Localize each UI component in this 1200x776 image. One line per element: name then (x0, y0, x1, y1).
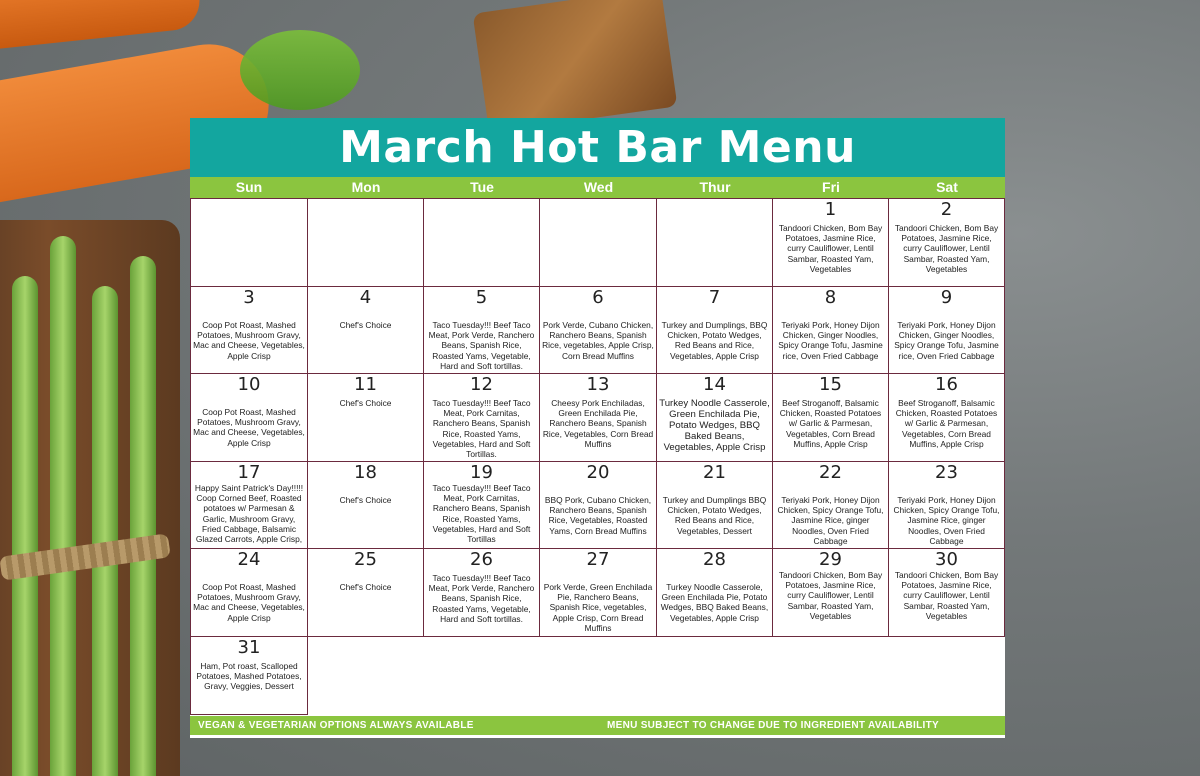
day-cell (540, 462, 657, 549)
footer-note-disclaimer: MENU SUBJECT TO CHANGE DUE TO INGREDIENT AVAILABILITY (606, 720, 939, 731)
day-number: 26 (470, 549, 493, 570)
day-cell (424, 374, 540, 462)
day-menu: Tandoori Chicken, Bom Bay Potatoes, Jasmine Rice, curry Cauliflower, Lentil Sambar, Roasted Yam, Vegetables (778, 570, 883, 621)
day-cell (308, 462, 424, 549)
day-number: 28 (703, 549, 726, 570)
menu-calendar (190, 118, 1005, 738)
day-number: 30 (935, 549, 958, 570)
day-menu: BBQ Pork, Cubano Chicken, Ranchero Beans, Spanish Rice, Vegetables, Roasted Yams, Corn Bread Muffins (544, 495, 652, 536)
day-cell (308, 287, 424, 374)
weekday-mon: Mon (351, 179, 381, 195)
day-menu: Teriyaki Pork, Honey Dijon Chicken, Ginger Noodles, Spicy Orange Tofu, Jasmine rice, Oven Fried Cabbage (894, 320, 999, 361)
day-number: 27 (586, 549, 610, 570)
day-cell (889, 374, 1005, 462)
page-title: March Hot Bar Menu (339, 122, 856, 173)
day-menu: Teriyaki Pork, Honey Dijon Chicken, Spicy Orange Tofu, Jasmine Rice, ginger Noodles, Oven Fried Cabbage (893, 495, 1000, 546)
weekday-fri: Fri (822, 179, 840, 195)
day-number: 3 (243, 287, 255, 308)
day-number: 22 (819, 462, 842, 483)
day-number: 2 (940, 199, 953, 220)
day-cell (424, 462, 540, 549)
weekday-sat: Sat (936, 179, 958, 195)
day-menu: Ham, Pot roast, Scalloped Potatoes, Mashed Potatoes, Gravy, Veggies, Dessert (196, 661, 302, 692)
day-number: 29 (819, 549, 842, 570)
wooden-board-image (473, 0, 678, 133)
day-number: 21 (703, 462, 726, 483)
empty-day-cell (657, 637, 773, 715)
day-number: 31 (237, 637, 261, 658)
asparagus-image (50, 236, 76, 776)
weekday-sun: Sun (235, 179, 263, 195)
day-cell (190, 462, 308, 549)
title-banner (190, 118, 1005, 177)
day-cell (540, 374, 657, 462)
carrot-greens-image (240, 30, 360, 110)
day-menu: Chef's Choice (339, 398, 392, 408)
day-number: 7 (708, 287, 721, 308)
day-number: 4 (359, 287, 372, 308)
asparagus-image (92, 286, 118, 776)
day-menu: Taco Tuesday!!! Beef Taco Meat, Pork Verde, Ranchero Beans, Spanish Rice, Roasted Yams, Vegetable, Hard and Soft tortillas. (428, 320, 535, 371)
day-cell (773, 462, 889, 549)
day-cell (308, 549, 424, 637)
empty-day-cell (424, 637, 540, 715)
day-menu: Teriyaki Pork, Honey Dijon Chicken, Spicy Orange Tofu, Jasmine Rice, ginger Noodles, Oven Fried Cabbage (777, 495, 884, 546)
day-number: 25 (354, 549, 377, 570)
day-cell (773, 198, 889, 287)
day-number: 9 (940, 287, 953, 308)
asparagus-image (130, 256, 156, 776)
day-menu: Chef's Choice (339, 582, 392, 592)
empty-day-cell (424, 198, 540, 287)
empty-day-cell (773, 637, 889, 715)
day-number: 16 (935, 374, 958, 395)
day-number: 17 (237, 462, 261, 483)
day-menu: Chef's Choice (339, 320, 392, 330)
day-menu: Tandoori Chicken, Bom Bay Potatoes, Jasmine Rice, curry Cauliflower, Lentil Sambar, Roasted Yam, Vegetables (778, 223, 883, 274)
day-cell (540, 287, 657, 374)
day-cell (190, 549, 308, 637)
weekday-tue: Tue (470, 179, 494, 195)
day-menu: Pork Verde, Cubano Chicken, Ranchero Beans, Spanish Rice, vegetables, Apple Crisp, Corn Bread Muffins (542, 320, 654, 361)
footer-banner (190, 716, 1005, 735)
day-menu: Coop Pot Roast, Mashed Potatoes, Mushroom Gravy, Mac and Cheese, Vegetables, Apple Crisp (193, 407, 305, 448)
day-cell (540, 549, 657, 637)
day-menu: Turkey and Dumplings BBQ Chicken, Potato Wedges, Red Beans and Rice, Vegetables, Dessert (662, 495, 767, 536)
day-cell (657, 549, 773, 637)
day-menu: Turkey Noodle Casserole, Green Enchilada Pie, Potato Wedges, BBQ Baked Beans, Vegetables, Apple Crisp (660, 582, 769, 623)
day-menu: Coop Pot Roast, Mashed Potatoes, Mushroom Gravy, Mac and Cheese, Vegetables, Apple Crisp (193, 320, 305, 361)
day-cell (889, 198, 1005, 287)
day-number: 23 (935, 462, 958, 483)
day-number: 15 (819, 374, 842, 395)
empty-day-cell (308, 637, 424, 715)
day-menu: Coop Pot Roast, Mashed Potatoes, Mushroom Gravy, Mac and Cheese, Vegetables, Apple Crisp (193, 582, 305, 623)
empty-day-cell (308, 198, 424, 287)
weekday-thur: Thur (699, 179, 731, 195)
calendar-grid (190, 198, 1005, 715)
day-number: 10 (237, 374, 261, 395)
day-number: 19 (470, 462, 493, 483)
empty-day-cell (540, 198, 657, 287)
day-cell (657, 287, 773, 374)
day-number: 6 (592, 287, 604, 308)
day-cell (190, 374, 308, 462)
day-number: 1 (824, 199, 837, 220)
day-cell (773, 287, 889, 374)
day-menu: Cheesy Pork Enchiladas, Green Enchilada Pie, Ranchero Beans, Spanish Rice, Vegetables, Corn Bread Muffins (542, 398, 654, 449)
day-cell (308, 374, 424, 462)
day-menu: Teriyaki Pork, Honey Dijon Chicken, Ginger Noodles, Spicy Orange Tofu, Jasmine rice, Oven Fried Cabbage (778, 320, 883, 361)
day-menu: Pork Verde, Green Enchilada Pie, Ranchero Beans, Spanish Rice, vegetables, Apple Crisp, Corn Bread Muffins (543, 582, 653, 633)
day-cell (657, 374, 773, 462)
day-menu: Taco Tuesday!!! Beef Taco Meat, Pork Carnitas, Ranchero Beans, Spanish Rice, Roasted Yams, Vegetables, Hard and Soft Tortillas (432, 483, 531, 545)
asparagus-image (12, 276, 38, 776)
day-number: 18 (354, 462, 377, 483)
day-menu: Chef's Choice (339, 495, 392, 505)
day-number: 24 (237, 549, 261, 570)
day-cell (657, 462, 773, 549)
day-number: 14 (703, 374, 726, 395)
day-number: 13 (586, 374, 610, 395)
empty-day-cell (540, 637, 657, 715)
day-menu: Taco Tuesday!!! Beef Taco Meat, Pork Verde, Ranchero Beans, Spanish Rice, Roasted Yams, Vegetable, Hard and Soft tortillas. (428, 573, 535, 624)
carrot-image (0, 0, 202, 52)
day-cell (773, 374, 889, 462)
footer-note-vegan: VEGAN & VEGETARIAN OPTIONS ALWAYS AVAILABLE (198, 720, 474, 731)
day-menu: Turkey Noodle Casserole, Green Enchilada Pie, Potato Wedges, BBQ Baked Beans, Vegetables, Apple Crisp (659, 398, 770, 453)
day-menu: Tandoori Chicken, Bom Bay Potatoes, Jasmine Rice, curry Cauliflower, Lentil Sambar, Roasted Yam, Vegetables (894, 570, 999, 621)
weekday-header (190, 177, 1005, 198)
day-number: 20 (586, 462, 610, 483)
weekday-wed: Wed (583, 179, 614, 195)
day-menu: Happy Saint Patrick's Day!!!!! Coop Corned Beef, Roasted potatoes w/ Parmesan & Garlic, Mushroom Gravy, Fried Cabbage, Balsamic Glazed Carrots, Apple Crisp, (194, 483, 304, 545)
day-cell (190, 287, 308, 374)
empty-day-cell (190, 198, 308, 287)
day-cell (889, 462, 1005, 549)
empty-day-cell (889, 637, 1005, 715)
day-menu: Taco Tuesday!!! Beef Taco Meat, Pork Carnitas, Ranchero Beans, Spanish Rice, Roasted Yams, Vegetables, Hard and Soft Tortillas. (432, 398, 531, 460)
day-cell (424, 549, 540, 637)
day-menu: Beef Stroganoff, Balsamic Chicken, Roasted Potatoes w/ Garlic & Parmesan, Vegetables, Corn Bread Muffins, Apple Crisp (895, 398, 998, 449)
day-menu: Tandoori Chicken, Bom Bay Potatoes, Jasmine Rice, curry Cauliflower, Lentil Sambar, Roasted Yam, Vegetables (894, 223, 999, 274)
day-menu: Beef Stroganoff, Balsamic Chicken, Roasted Potatoes w/ Garlic & Parmesan, Vegetables, Corn Bread Muffins, Apple Crisp (779, 398, 882, 449)
day-cell (773, 549, 889, 637)
day-number: 11 (354, 374, 377, 395)
day-number: 5 (475, 287, 488, 308)
empty-day-cell (657, 198, 773, 287)
day-menu: Turkey and Dumplings, BBQ Chicken, Potato Wedges, Red Beans and Rice, Vegetables, Apple Crisp (661, 320, 768, 361)
day-cell (190, 637, 308, 715)
day-cell (424, 287, 540, 374)
day-number: 12 (470, 374, 493, 395)
day-cell (889, 549, 1005, 637)
day-cell (889, 287, 1005, 374)
day-number: 8 (824, 287, 837, 308)
